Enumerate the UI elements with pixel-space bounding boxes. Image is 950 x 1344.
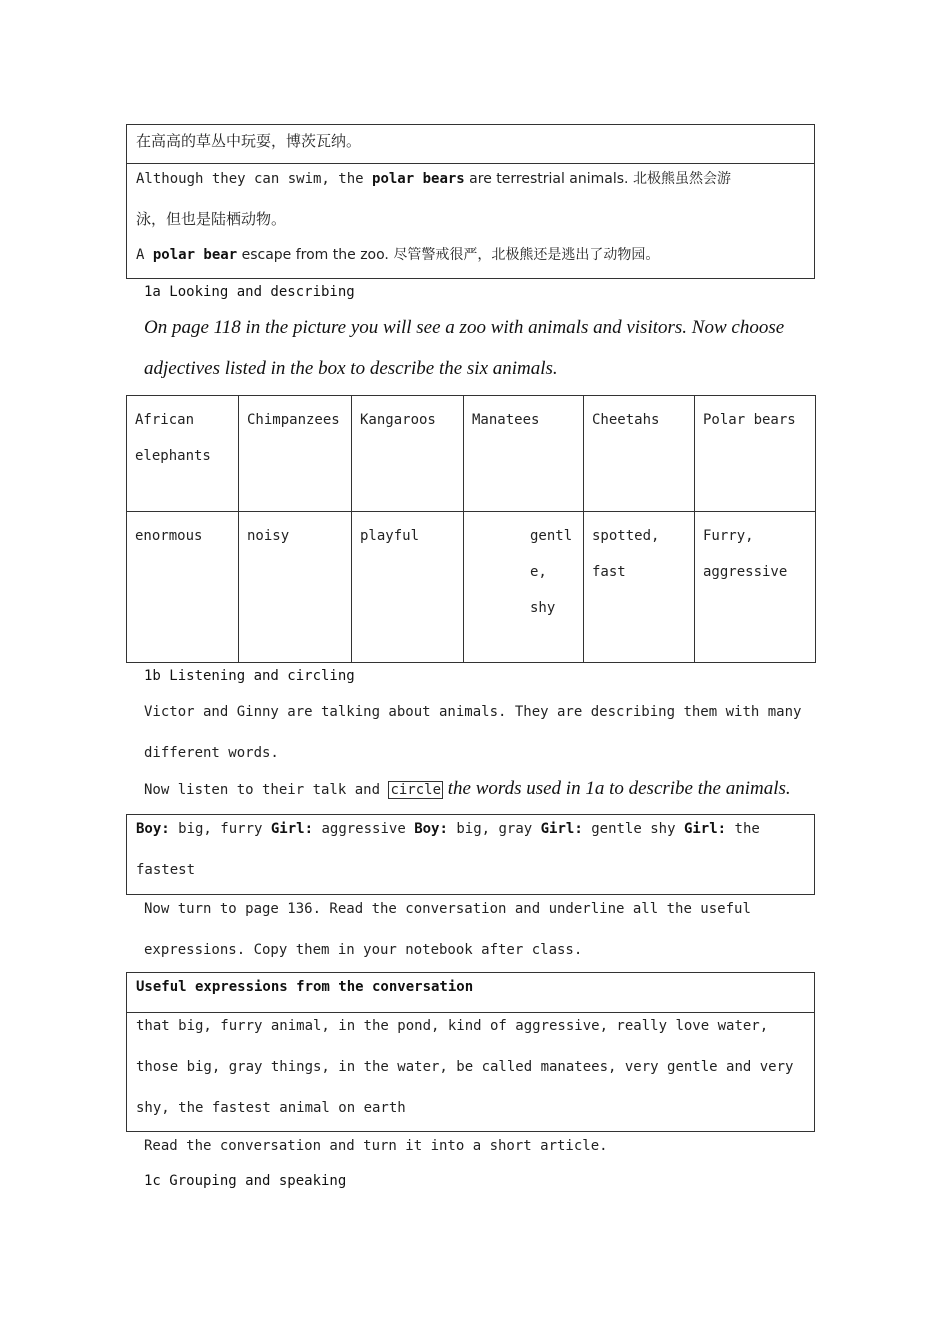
paragraph-1b-line-2: different words. <box>144 745 279 761</box>
speaker-label: Girl: <box>683 821 727 837</box>
dialogue-text: big, furry <box>169 821 271 837</box>
header-cell: Chimpanzees <box>239 396 352 512</box>
dialogue-text: the <box>726 821 760 837</box>
speaker-label: Boy: <box>414 821 448 837</box>
header-cell <box>127 396 239 512</box>
useful-title-row <box>127 973 814 1012</box>
translation-row-1 <box>127 125 814 163</box>
dialogue-line-1 <box>136 821 760 837</box>
useful-content-row <box>127 1012 814 1132</box>
useful-line-1: that big, furry animal, in the pond, kind of aggressive, really love water, <box>136 1018 769 1034</box>
value-text: shy <box>530 600 556 616</box>
instruction-italic: the words used in 1a to describe the animals. <box>443 778 791 799</box>
dialogue-text: gentle shy <box>582 821 684 837</box>
sentence-line-3 <box>136 244 659 264</box>
table-row <box>127 512 816 663</box>
instruction-text: Now listen to their talk and <box>144 782 389 798</box>
value-text: gentl <box>530 528 573 544</box>
after-useful-text: Read the conversation and turn it into a short article. <box>144 1138 608 1154</box>
useful-title: Useful expressions from the conversation <box>136 979 474 995</box>
dialogue-text: aggressive <box>313 821 415 837</box>
value-cell <box>695 512 816 663</box>
sentence-text: Although they can swim, the <box>136 171 373 187</box>
turn-page-line-1: Now turn to page 136. Read the conversation and underline all the useful <box>144 901 751 917</box>
speaker-label: Boy: <box>136 821 170 837</box>
key-phrase: polar bears <box>372 171 465 187</box>
header-text: African <box>135 412 195 428</box>
sentence-line-2: 泳，但也是陆栖动物。 <box>136 210 287 228</box>
sentence-text: A <box>136 247 153 263</box>
paragraph-1b-line-3 <box>144 778 791 800</box>
speaker-label: Girl: <box>540 821 583 837</box>
sentence-line-1 <box>136 168 731 188</box>
translation-row-2 <box>127 163 814 279</box>
translation-box <box>126 124 815 279</box>
value-text: e, <box>530 564 547 580</box>
value-text: fast <box>592 564 626 580</box>
sentence-text: are terrestrial animals. 北极熊虽然会游 <box>464 171 731 187</box>
sentence-text: escape from the zoo. 尽管警戒很严，北极熊还是逃出了动物园。 <box>237 247 660 263</box>
useful-line-2: those big, gray things, in the water, be called manatees, very gentle and very <box>136 1059 794 1075</box>
value-cell: playful <box>352 512 464 663</box>
value-text: aggressive <box>703 564 788 580</box>
section-heading-1b: 1b Listening and circling <box>144 668 355 684</box>
header-text: elephants <box>135 448 211 464</box>
value-cell <box>464 512 584 663</box>
header-cell: Cheetahs <box>584 396 695 512</box>
value-cell: enormous <box>127 512 239 663</box>
header-cell: Manatees <box>464 396 584 512</box>
section-heading-1c: 1c Grouping and speaking <box>144 1173 347 1189</box>
table-header-row <box>127 396 816 512</box>
translation-text: 在高高的草丛中玩耍，博茨瓦纳。 <box>136 132 362 150</box>
turn-page-line-2: expressions. Copy them in your notebook after class. <box>144 942 583 958</box>
useful-line-3: shy, the fastest animal on earth <box>136 1100 406 1116</box>
speaker-label: Girl: <box>270 821 314 837</box>
paragraph-1b-line-1: Victor and Ginny are talking about animals. They are describing them with many <box>144 704 802 720</box>
section-heading-1a: 1a Looking and describing <box>144 284 355 300</box>
value-text: spotted, <box>592 528 660 544</box>
animals-table <box>126 395 816 663</box>
instruction-1a-line-1: On page 118 in the picture you will see a zoo with animals and visitors. Now choose <box>144 317 785 338</box>
dialogue-box <box>126 814 815 895</box>
header-cell: Kangaroos <box>352 396 464 512</box>
useful-expressions-box <box>126 972 815 1132</box>
circled-word: circle <box>390 782 442 798</box>
dialogue-line-2: fastest <box>136 862 196 878</box>
value-cell <box>584 512 695 663</box>
value-text: Furry, <box>703 528 754 544</box>
value-cell: noisy <box>239 512 352 663</box>
key-phrase: polar bear <box>152 247 238 263</box>
instruction-1a-line-2: adjectives listed in the box to describe the six animals. <box>144 358 558 379</box>
header-cell: Polar bears <box>695 396 816 512</box>
dialogue-text: big, gray <box>447 821 541 837</box>
